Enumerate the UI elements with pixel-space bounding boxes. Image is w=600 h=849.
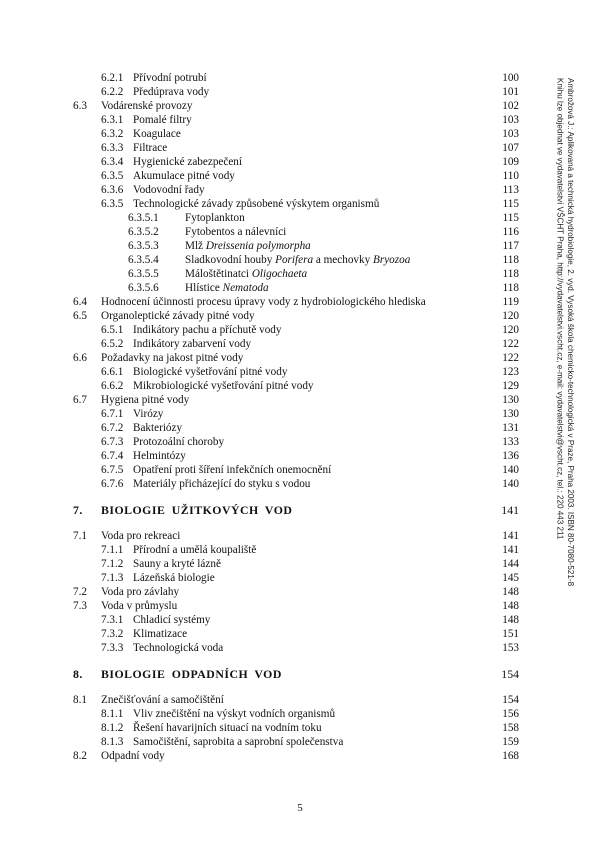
toc-entry-number: 7. bbox=[73, 503, 83, 517]
toc-entry-number: 6.4 bbox=[73, 296, 87, 308]
toc-entry-title bbox=[185, 267, 307, 281]
toc-entry-page: 118 bbox=[502, 282, 519, 294]
toc-entry-page: 168 bbox=[502, 750, 519, 762]
toc-entry-title-text: Hodnocení účinnosti procesu úpravy vody z hydrobiologického hlediska bbox=[101, 296, 426, 308]
toc-entry-page: 131 bbox=[502, 422, 519, 434]
toc-entry-number: 6.5.1 bbox=[101, 324, 124, 336]
toc-entry bbox=[0, 543, 600, 557]
toc-entry-title bbox=[101, 99, 192, 113]
toc-entry-title-text: Koagulace bbox=[133, 128, 181, 140]
toc-entry-title-text: Bakteriózy bbox=[133, 422, 183, 434]
toc-entry-number: 6.2.1 bbox=[101, 72, 124, 84]
toc-entry bbox=[0, 721, 600, 735]
toc-entry-title-text: Odpadní vody bbox=[101, 750, 165, 762]
toc-entry-number: 6.7.3 bbox=[101, 436, 124, 448]
toc-entry-page: 141 bbox=[501, 503, 519, 517]
toc-chapter-entry bbox=[0, 667, 600, 681]
toc-entry-title bbox=[133, 627, 187, 641]
toc-entry-title-text: Technologická voda bbox=[133, 642, 224, 654]
toc-entry-page: 148 bbox=[502, 586, 519, 598]
toc-entry bbox=[0, 749, 600, 763]
toc-entry-page: 123 bbox=[502, 366, 519, 378]
toc-entry-page: 120 bbox=[502, 324, 519, 336]
toc-entry-title-taxon: Dreissenia polymorpha bbox=[205, 240, 311, 252]
toc-entry-title bbox=[133, 113, 192, 127]
toc-entry-page: 144 bbox=[502, 558, 519, 570]
toc-entry bbox=[0, 239, 600, 253]
toc-entry-page: 119 bbox=[502, 296, 519, 308]
toc-entry-title-text: Samočištění, saprobita a saprobní společenstva bbox=[133, 736, 344, 748]
toc-entry-number: 6.3.5.3 bbox=[128, 240, 159, 252]
toc-entry bbox=[0, 337, 600, 351]
toc-entry-number: 8.1 bbox=[73, 694, 87, 706]
toc-entry-page: 140 bbox=[502, 478, 519, 490]
toc-entry bbox=[0, 365, 600, 379]
toc-entry-title-taxon: Bryozoa bbox=[373, 254, 411, 266]
toc-entry-title-text: Vliv znečištění na výskyt vodních organismů bbox=[133, 708, 336, 720]
toc-entry-number: 6.7.4 bbox=[101, 450, 124, 462]
toc-entry-number: 6.5.2 bbox=[101, 338, 124, 350]
toc-entry-page: 158 bbox=[502, 722, 519, 734]
toc-entry-page: 122 bbox=[502, 338, 519, 350]
toc-entry-title bbox=[101, 529, 180, 543]
toc-entry-title-text: Řešení havarijních situací na vodním toku bbox=[133, 722, 322, 734]
toc-entry-title-text: Sladkovodní houby bbox=[185, 254, 276, 266]
toc-entry-title-text: Hygiena pitné vody bbox=[101, 394, 190, 406]
toc-entry-title-text: Biologické vyšetřování pitné vody bbox=[133, 366, 288, 378]
page-number: 5 bbox=[297, 802, 303, 814]
toc-entry-title-text: Helmintózy bbox=[133, 450, 186, 462]
toc-entry-page: 141 bbox=[502, 544, 519, 556]
toc-entry-number: 6.7.5 bbox=[101, 464, 124, 476]
toc-entry-title-text: Akumulace pitné vody bbox=[133, 170, 235, 182]
toc-entry-number: 7.1.3 bbox=[101, 572, 124, 584]
toc-entry-number: 6.3.6 bbox=[101, 184, 124, 196]
toc-entry-title-text: Indikátory zabarvení vody bbox=[133, 338, 252, 350]
toc-entry-title bbox=[133, 721, 322, 735]
toc-entry-title bbox=[133, 155, 242, 169]
toc-entry-title-text: Fytobentos a nálevníci bbox=[185, 226, 287, 238]
toc-entry-number: 6.3.5 bbox=[101, 170, 124, 182]
toc-entry-page: 148 bbox=[502, 600, 519, 612]
toc-entry-title-text: Vodovodní řady bbox=[133, 184, 205, 196]
toc-entry-title bbox=[101, 503, 292, 517]
toc-entry bbox=[0, 127, 600, 141]
toc-entry-title bbox=[133, 85, 209, 99]
toc-entry bbox=[0, 407, 600, 421]
toc-entry-title bbox=[101, 309, 255, 323]
toc-entry-title-text: Indikátory pachu a příchutě vody bbox=[133, 324, 282, 336]
toc-entry bbox=[0, 529, 600, 543]
toc-chapter-entry bbox=[0, 503, 600, 517]
toc-entry-number: 6.7.6 bbox=[101, 478, 124, 490]
toc-entry-number: 8.2 bbox=[73, 750, 87, 762]
toc-entry-title bbox=[101, 667, 282, 681]
toc-entry-number: 8.1.1 bbox=[101, 708, 124, 720]
toc-entry-title-text: Voda pro rekreaci bbox=[101, 530, 181, 542]
toc-entry-page: 156 bbox=[502, 708, 519, 720]
toc-entry-title bbox=[101, 693, 224, 707]
toc-entry-title-text: Předúprava vody bbox=[133, 86, 210, 98]
toc-entry bbox=[0, 253, 600, 267]
toc-entry bbox=[0, 323, 600, 337]
toc-entry-title bbox=[133, 463, 331, 477]
toc-entry-page: 115 bbox=[502, 212, 519, 224]
toc-entry-page: 133 bbox=[502, 436, 519, 448]
toc-entry-title bbox=[133, 477, 310, 491]
toc-entry-page: 140 bbox=[502, 464, 519, 476]
toc-entry-page: 136 bbox=[502, 450, 519, 462]
toc-entry-page: 115 bbox=[502, 198, 519, 210]
toc-entry-number: 8. bbox=[73, 667, 83, 681]
toc-entry-title bbox=[133, 365, 287, 379]
toc-entry-number: 7.3.3 bbox=[101, 642, 124, 654]
toc-entry-title bbox=[101, 393, 189, 407]
toc-entry-title bbox=[101, 351, 243, 365]
toc-entry-number: 6.7.1 bbox=[101, 408, 124, 420]
toc-entry-title-text: BIOLOGIE UŽITKOVÝCH VOD bbox=[101, 503, 293, 517]
toc-entry-title bbox=[101, 599, 177, 613]
toc-entry-title bbox=[133, 141, 167, 155]
toc-entry bbox=[0, 641, 600, 655]
toc-entry-title-text: Znečišťování a samočištění bbox=[101, 694, 224, 706]
toc-entry-page: 103 bbox=[502, 114, 519, 126]
toc-entry-page: 141 bbox=[502, 530, 519, 542]
toc-entry-title bbox=[133, 613, 210, 627]
toc-entry-page: 107 bbox=[502, 142, 519, 154]
side-note-line-2: Knihu lze objednat ve vydavatelství VŠCHT Praha, http://vydavatelstvi.vscht.cz, e-mail: vydavatelstvi@vscht.cz, tel.: 220 443 211 bbox=[555, 78, 565, 540]
toc-entry bbox=[0, 71, 600, 85]
toc-entry-title-text: Fytoplankton bbox=[185, 212, 245, 224]
toc-entry-number: 6.3.5.1 bbox=[128, 212, 159, 224]
toc-entry-title-text: Opatření proti šíření infekčních onemocnění bbox=[133, 464, 332, 476]
toc-entry-title-text: Klimatizace bbox=[133, 628, 188, 640]
toc-entry-title bbox=[133, 407, 163, 421]
toc-entry-title-text: Materiály přicházející do styku s vodou bbox=[133, 478, 311, 490]
toc-entry-page: 153 bbox=[502, 642, 519, 654]
toc-entry-title-text: Požadavky na jakost pitné vody bbox=[101, 352, 244, 364]
toc-entry-number: 7.1.1 bbox=[101, 544, 124, 556]
toc-entry-number: 6.5 bbox=[73, 310, 87, 322]
toc-entry-title bbox=[133, 543, 256, 557]
side-note-line-1: Ambrožová J.: Aplikovaná a technická hydrobiologie, 2. vyd. Vysoká škola chemicko-technologická v Praze, Praha 2003. ISBN 80-7080-521-8 bbox=[566, 78, 575, 587]
toc-entry-page: 145 bbox=[502, 572, 519, 584]
toc-entry-page: 154 bbox=[502, 694, 519, 706]
toc-entry-title-text: Voda pro závlahy bbox=[101, 586, 180, 598]
toc-entry bbox=[0, 557, 600, 571]
toc-entry-title-text: Mlž bbox=[185, 240, 206, 252]
toc-entry bbox=[0, 309, 600, 323]
toc-entry-title bbox=[133, 379, 314, 393]
toc-entry-number: 6.7.2 bbox=[101, 422, 124, 434]
toc-entry-number: 6.3.5.5 bbox=[128, 268, 159, 280]
toc-entry bbox=[0, 141, 600, 155]
toc-entry bbox=[0, 113, 600, 127]
toc-entry bbox=[0, 599, 600, 613]
toc-entry-page: 100 bbox=[502, 72, 519, 84]
toc-entry-number: 7.3.1 bbox=[101, 614, 124, 626]
toc-entry-page: 102 bbox=[502, 100, 519, 112]
toc-entry-page: 130 bbox=[502, 408, 519, 420]
toc-entry-title bbox=[185, 211, 245, 225]
toc-entry-title-text: Lázeňská biologie bbox=[133, 572, 215, 584]
toc-entry-title-text: Protozoální choroby bbox=[133, 436, 225, 448]
toc-entry-title-text: Vodárenské provozy bbox=[101, 100, 193, 112]
publication-side-note bbox=[555, 78, 575, 608]
toc-entry-title-text: Filtrace bbox=[133, 142, 168, 154]
toc-entry-title bbox=[185, 253, 410, 267]
toc-entry bbox=[0, 707, 600, 721]
toc-entry-page: 130 bbox=[502, 394, 519, 406]
toc-entry-page: 129 bbox=[502, 380, 519, 392]
toc-entry-title bbox=[133, 71, 207, 85]
toc-entry-number: 6.6.2 bbox=[101, 380, 124, 392]
toc-entry-title bbox=[133, 323, 282, 337]
toc-entry-number: 7.1.2 bbox=[101, 558, 124, 570]
toc-entry-page: 118 bbox=[502, 254, 519, 266]
toc-entry bbox=[0, 351, 600, 365]
toc-entry bbox=[0, 267, 600, 281]
toc-entry-page: 110 bbox=[502, 170, 519, 182]
toc-entry-title bbox=[133, 169, 235, 183]
toc-entry-title-text: Hlístice bbox=[185, 282, 223, 294]
toc-entry-title bbox=[185, 239, 311, 253]
toc-entry-page: 101 bbox=[502, 86, 519, 98]
toc-entry-title bbox=[133, 197, 379, 211]
toc-entry-title-text: Pomalé filtry bbox=[133, 114, 192, 126]
toc-entry-page: 116 bbox=[502, 226, 519, 238]
toc-entry-title bbox=[101, 749, 165, 763]
toc-entry-title bbox=[185, 225, 286, 239]
toc-entry-title bbox=[133, 735, 343, 749]
toc-entry-page: 154 bbox=[501, 667, 519, 681]
toc-entry bbox=[0, 225, 600, 239]
toc-entry-number: 6.6.1 bbox=[101, 366, 124, 378]
toc-entry bbox=[0, 613, 600, 627]
toc-entry-title bbox=[101, 585, 179, 599]
toc-entry-title-text: Sauny a kryté lázně bbox=[133, 558, 221, 570]
toc-entry-page: 159 bbox=[502, 736, 519, 748]
toc-entry bbox=[0, 627, 600, 641]
toc-entry-title-text: Přívodní potrubí bbox=[133, 72, 207, 84]
toc-entry-number: 6.3.5.6 bbox=[128, 282, 159, 294]
toc-entry-number: 6.7 bbox=[73, 394, 87, 406]
toc-entry-page: 120 bbox=[502, 310, 519, 322]
toc-entry bbox=[0, 585, 600, 599]
toc-entry bbox=[0, 435, 600, 449]
toc-entry-title bbox=[133, 557, 221, 571]
toc-entry-title-text: a mechovky bbox=[313, 254, 374, 266]
toc-entry-number: 6.3.1 bbox=[101, 114, 124, 126]
toc-entry-number: 6.2.2 bbox=[101, 86, 124, 98]
toc-entry-number: 6.3 bbox=[73, 100, 87, 112]
toc-entry-page: 151 bbox=[502, 628, 519, 640]
toc-entry-title bbox=[133, 421, 182, 435]
toc-entry-number: 7.3 bbox=[73, 600, 87, 612]
toc-entry-page: 113 bbox=[502, 184, 519, 196]
toc-entry-number: 6.3.5.4 bbox=[128, 254, 159, 266]
toc-entry-title-text: Chladicí systémy bbox=[133, 614, 211, 626]
toc-entry bbox=[0, 421, 600, 435]
toc-entry-page: 109 bbox=[502, 156, 519, 168]
toc-entry-number: 7.2 bbox=[73, 586, 87, 598]
toc-entry bbox=[0, 99, 600, 113]
toc-entry-title-taxon: Nematoda bbox=[222, 282, 269, 294]
toc-entry-number: 6.3.2 bbox=[101, 128, 124, 140]
toc-entry-page: 117 bbox=[502, 240, 519, 252]
toc-entry bbox=[0, 281, 600, 295]
toc-entry-title-taxon: Oligochaeta bbox=[251, 268, 308, 280]
toc-entry-number: 8.1.2 bbox=[101, 722, 124, 734]
toc-entry-number: 6.6 bbox=[73, 352, 87, 364]
toc-entry-title bbox=[133, 707, 335, 721]
toc-entry-number: 7.3.2 bbox=[101, 628, 124, 640]
toc-entry-title bbox=[133, 641, 223, 655]
toc-entry-title-text: Technologické závady způsobené výskytem organismů bbox=[133, 198, 380, 210]
toc-entry-title-text: Voda v průmyslu bbox=[101, 600, 178, 612]
toc-entry-number: 7.1 bbox=[73, 530, 87, 542]
toc-entry bbox=[0, 379, 600, 393]
toc-entry bbox=[0, 197, 600, 211]
toc-entry bbox=[0, 735, 600, 749]
toc-entry-number: 8.1.3 bbox=[101, 736, 124, 748]
toc-entry-title-text: Hygienické zabezpečení bbox=[133, 156, 243, 168]
toc-entry-number: 6.3.5.2 bbox=[128, 226, 159, 238]
toc-entry-title bbox=[185, 281, 269, 295]
toc-entry-number: 6.3.4 bbox=[101, 156, 124, 168]
toc-entry bbox=[0, 693, 600, 707]
toc-entry bbox=[0, 449, 600, 463]
toc-entry bbox=[0, 571, 600, 585]
toc-entry-title-text: Virózy bbox=[133, 408, 164, 420]
toc-entry bbox=[0, 463, 600, 477]
toc-entry bbox=[0, 211, 600, 225]
toc-entry-page: 118 bbox=[502, 268, 519, 280]
toc-entry-title bbox=[133, 449, 186, 463]
toc-entry-title-text: BIOLOGIE ODPADNÍCH VOD bbox=[101, 667, 282, 681]
toc-entry-number: 6.3.5 bbox=[101, 198, 124, 210]
toc-entry-title bbox=[101, 295, 426, 309]
toc-entry bbox=[0, 477, 600, 491]
toc-entry-title-text: Mikrobiologické vyšetřování pitné vody bbox=[133, 380, 314, 392]
toc-entry bbox=[0, 183, 600, 197]
toc-entry-title-text: Organoleptické závady pitné vody bbox=[101, 310, 255, 322]
toc-entry-title-text: Přírodní a umělá koupaliště bbox=[133, 544, 257, 556]
toc-entry-title bbox=[133, 571, 215, 585]
toc-entry bbox=[0, 393, 600, 407]
toc-entry-title bbox=[133, 337, 251, 351]
toc-entry-title bbox=[133, 127, 181, 141]
toc-entry-title-text: Máloštětinatci bbox=[185, 268, 252, 280]
toc-entry bbox=[0, 155, 600, 169]
toc-entry bbox=[0, 295, 600, 309]
toc-entry-number: 6.3.3 bbox=[101, 142, 124, 154]
toc-entry bbox=[0, 169, 600, 183]
toc-entry-title bbox=[133, 183, 205, 197]
toc-entry-page: 103 bbox=[502, 128, 519, 140]
toc-entry-page: 148 bbox=[502, 614, 519, 626]
toc-entry-title bbox=[133, 435, 224, 449]
toc-entry-page: 122 bbox=[502, 352, 519, 364]
toc-entry bbox=[0, 85, 600, 99]
toc-entry-title-taxon: Porifera bbox=[275, 254, 314, 266]
